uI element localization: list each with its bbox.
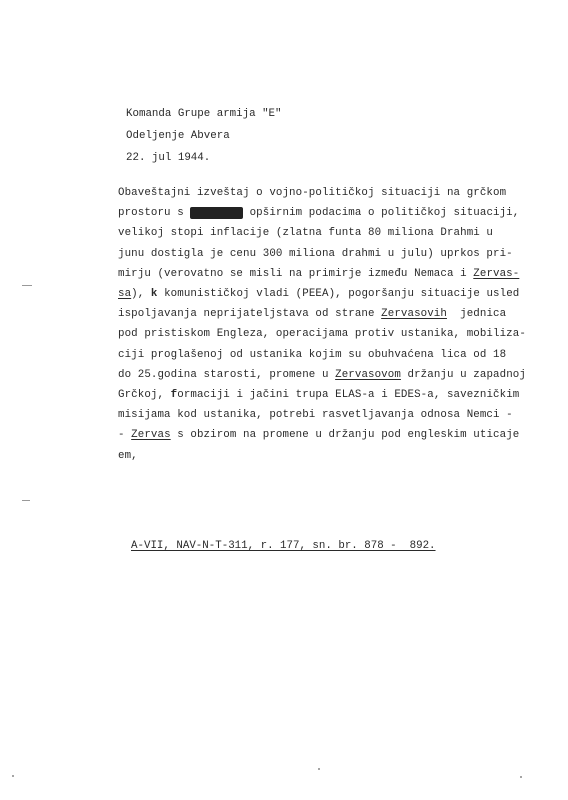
- paragraph-line: [118, 203, 564, 223]
- scan-edge-mark: [22, 285, 32, 286]
- scan-speck: [520, 776, 522, 778]
- underlined-name: Zervas: [131, 429, 171, 442]
- line-text: ispoljavanja neprijateljstava od strane: [118, 308, 382, 321]
- paragraph-line: [118, 365, 564, 385]
- paragraph-line: [118, 223, 564, 243]
- line-text: ciji proglašenoj od ustanika kojim su obuhvaćena lica od 18: [118, 348, 507, 361]
- line-text: držanju u zapadnoj: [400, 368, 526, 381]
- underlined-name: sa: [118, 288, 132, 301]
- line-text: do 25.godina starosti, promene u: [118, 368, 336, 381]
- underlined-name: Zervas-: [473, 267, 520, 280]
- line-text: pod pristiskom Engleza, operacijama protiv ustanika, mobiliza-: [118, 328, 526, 341]
- line-text: mirju (verovatno se misli na primirje između Nemaca i: [118, 267, 474, 280]
- line-text: prostoru s: [118, 207, 191, 220]
- paragraph-line: [118, 405, 564, 425]
- report-paragraph: [118, 183, 564, 466]
- scan-speck: [318, 768, 320, 770]
- archive-reference: A-VII, NAV-N-T-311, r. 177, sn. br. 878 - 892.: [131, 540, 436, 552]
- underlined-name: Zervasovom: [335, 368, 401, 381]
- paragraph-line: [118, 324, 564, 344]
- line-text: Obaveštajni izveštaj o vojno-političkoj situaciji na grčkom: [118, 187, 507, 199]
- paragraph-line: [118, 446, 564, 466]
- paragraph-line: [118, 284, 564, 304]
- paragraph-line: [118, 244, 564, 264]
- line-text: junu dostigla je cenu 300 miliona drahmi u julu) uprkos pri-: [118, 247, 513, 260]
- line-text: opširnim podacima o političkoj situaciji,: [243, 207, 520, 220]
- handwritten-correction: k: [150, 288, 158, 301]
- header-command: Komanda Grupe armija "E": [126, 108, 282, 120]
- paragraph-line: [118, 183, 564, 203]
- scan-speck: [12, 775, 14, 777]
- line-text: komunističkoj vladi (PEEA), pogoršanju situacije usled: [157, 288, 520, 301]
- line-text: Grčkoj,: [118, 389, 171, 402]
- header-department: Odeljenje Abvera: [126, 130, 230, 142]
- line-text: misijama kod ustanika, potrebi rasvetljavanja odnosa Nemci -: [118, 409, 513, 422]
- line-text: -: [118, 429, 132, 442]
- scan-edge-mark: [22, 500, 30, 501]
- paragraph-line: [118, 304, 564, 324]
- header-date: 22. jul 1944.: [126, 152, 211, 164]
- handwritten-correction: f: [170, 389, 178, 402]
- paragraph-line: [118, 425, 564, 445]
- line-text: jednica: [446, 308, 507, 321]
- struck-out-word: [190, 207, 243, 219]
- line-text: s obzirom na promene u držanju pod engleskim uticaje: [170, 429, 520, 442]
- line-text: velikoj stopi inflacije (zlatna funta 80 miliona Drahmi u: [118, 227, 494, 240]
- paragraph-line: [118, 264, 564, 284]
- underlined-name: Zervasovih: [381, 308, 447, 321]
- document-header: [126, 103, 282, 169]
- paragraph-line: [118, 385, 564, 405]
- line-text: ),: [131, 288, 151, 301]
- line-text: ormaciji i jačini trupa ELAS-a i EDES-a, savezničkim: [177, 389, 520, 402]
- line-text: em,: [118, 449, 138, 462]
- paragraph-line: [118, 345, 564, 365]
